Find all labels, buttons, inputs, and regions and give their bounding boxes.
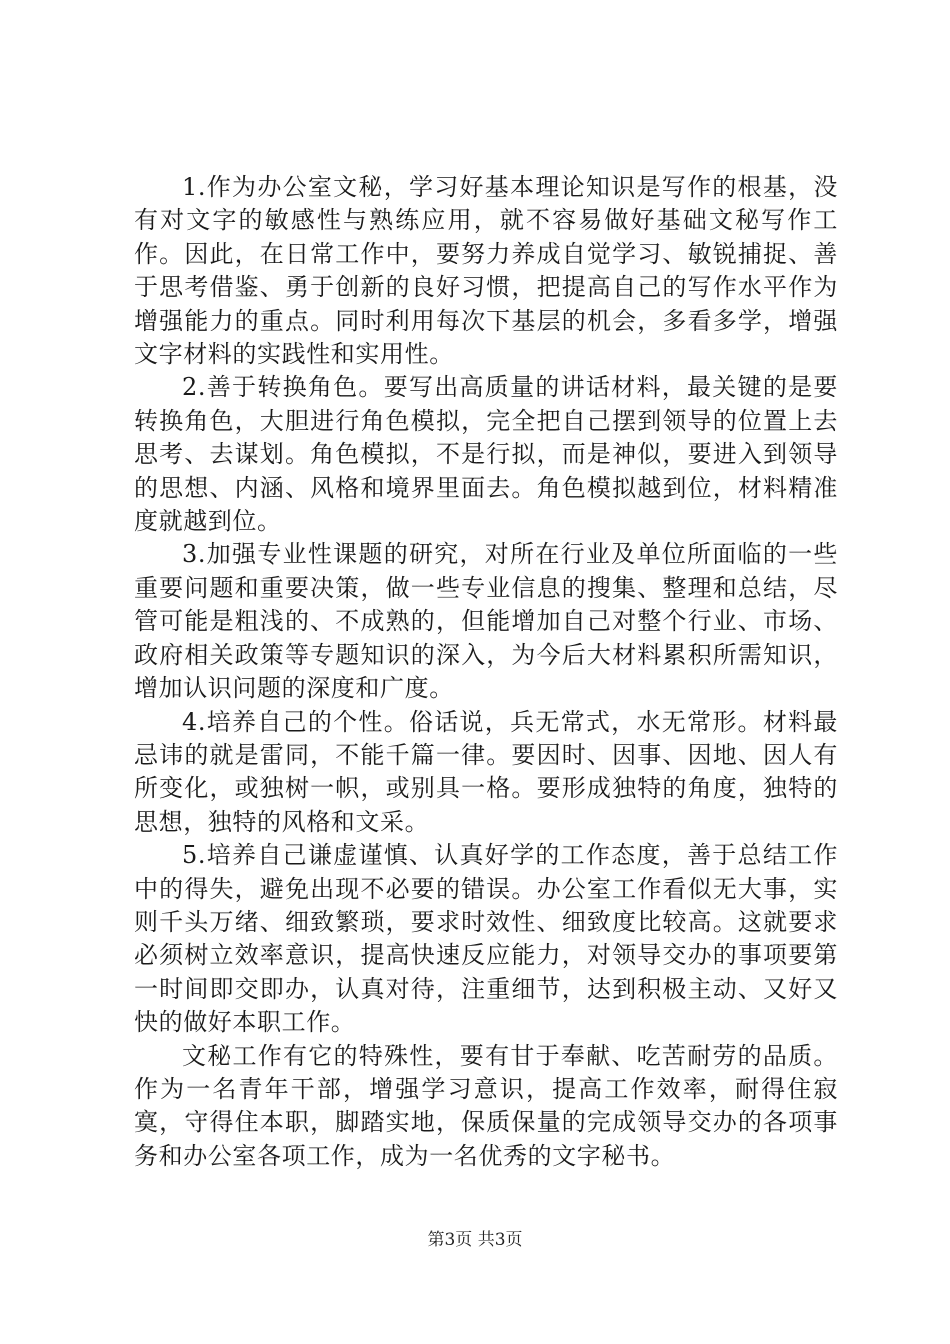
paragraph-5: 5.培养自己谦虚谨慎、认真好学的工作态度，善于总结工作中的得失，避免出现不必要的错误。办公室工作看似无大事，实则千头万绪、细致繁琐，要求时效性、细致度比较高。这就要求必须树立效率意识，提高快速反应能力，对领导交办的事项要第一时间即交即办，认真对待，注重细节，达到积极主动、又好又快的做好本职工作。: [134, 841, 838, 1037]
paragraph-6: 文秘工作有它的特殊性，要有甘于奉献、吃苦耐劳的品质。作为一名青年干部，增强学习意识，提高工作效率，耐得住寂寞，守得住本职，脚踏实地，保质保量的完成领导交办的各项事务和办公室各项工作，成为一名优秀的文字秘书。: [134, 1041, 838, 1170]
paragraph-4: 4.培养自己的个性。俗话说，兵无常式，水无常形。材料最忌讳的就是雷同，不能千篇一律。要因时、因事、因地、因人有所变化，或独树一帜，或别具一格。要形成独特的角度，独特的思想，独特的风格和文采。: [134, 707, 838, 836]
page-number-footer: 第3页 共3页: [427, 1230, 523, 1250]
paragraph-2: 2.善于转换角色。要写出高质量的讲话材料，最关键的是要转换角色，大胆进行角色模拟，完全把自己摆到领导的位置上去思考、去谋划。角色模拟，不是行拟，而是神似，要进入到领导的思想、内涵、风格和境界里面去。角色模拟越到位，材料精准度就越到位。: [134, 373, 838, 536]
paragraph-1: 1.作为办公室文秘，学习好基本理论知识是写作的根基，没有对文字的敏感性与熟练应用，就不容易做好基础文秘写作工作。因此，在日常工作中，要努力养成自觉学习、敏锐捕捉、善于思考借鉴、勇于创新的良好习惯，把提高自己的写作水平作为增强能力的重点。同时利用每次下基层的机会，多看多学，增强文字材料的实践性和实用性。: [134, 173, 838, 369]
paragraph-3: 3.加强专业性课题的研究，对所在行业及单位所面临的一些重要问题和重要决策，做一些专业信息的搜集、整理和总结，尽管可能是粗浅的、不成熟的，但能增加自己对整个行业、市场、政府相关政策等专题知识的深入，为今后大材料累积所需知识，增加认识问题的深度和广度。: [134, 540, 838, 703]
document-body: [134, 171, 838, 1173]
